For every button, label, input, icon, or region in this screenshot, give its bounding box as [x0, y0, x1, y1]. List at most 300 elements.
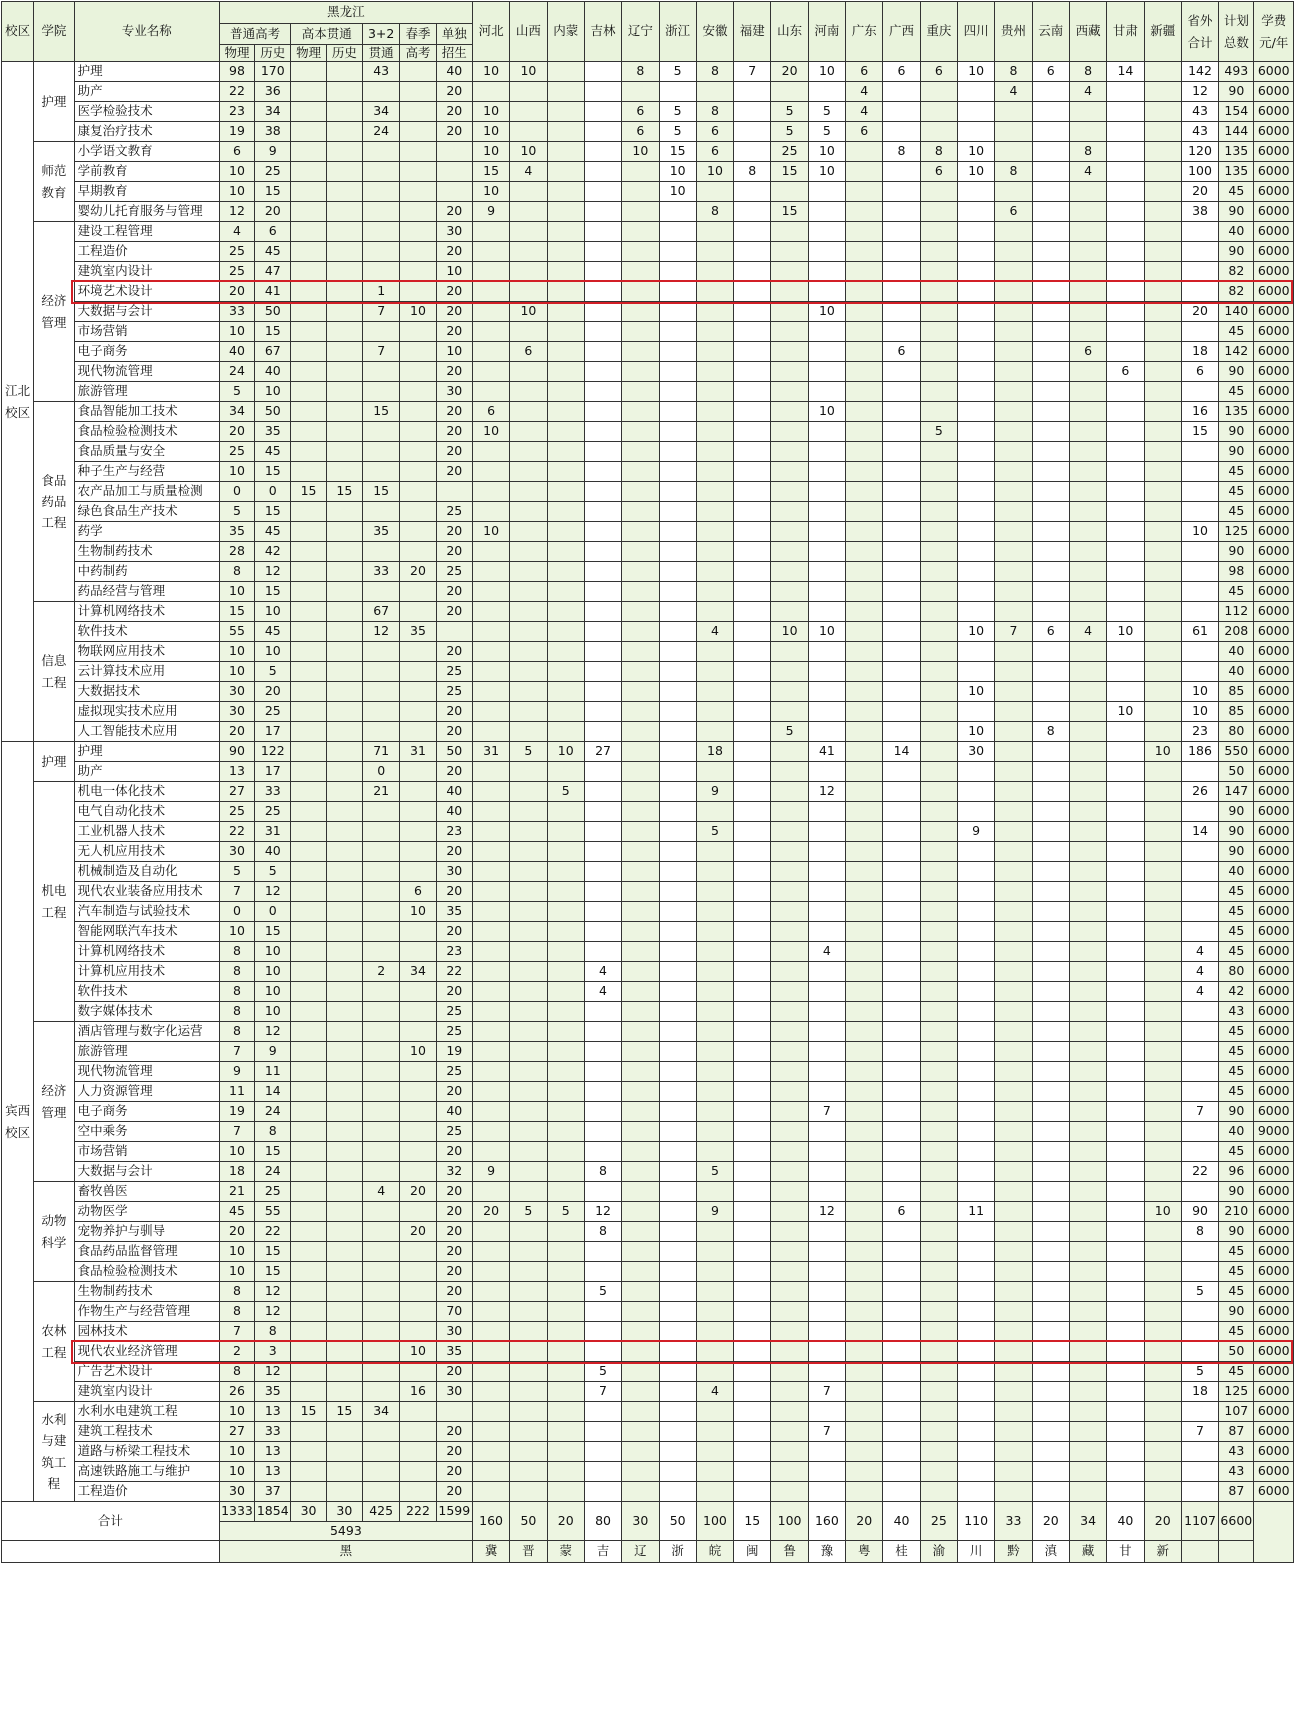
value-cell [510, 1122, 547, 1142]
college-cell: 经济管理 [34, 1022, 74, 1182]
value-cell [920, 1382, 957, 1402]
value-cell: 50 [255, 402, 291, 422]
value-cell [547, 502, 584, 522]
value-cell [1144, 1462, 1181, 1482]
value-cell [883, 1022, 920, 1042]
value-cell [659, 1362, 696, 1382]
value-cell: 50 [1219, 762, 1254, 782]
value-cell: 35 [436, 1342, 472, 1362]
value-cell [326, 1222, 362, 1242]
value-cell: 8 [734, 162, 771, 182]
value-cell [400, 502, 436, 522]
value-cell [883, 1002, 920, 1022]
value-cell: 14 [883, 742, 920, 762]
value-cell [1181, 1082, 1218, 1102]
value-cell: 19 [219, 122, 254, 142]
value-cell [547, 1182, 584, 1202]
value-cell [547, 1402, 584, 1422]
major-name: 市场营销 [74, 322, 219, 342]
value-cell: 7 [808, 1422, 845, 1442]
value-cell: 19 [436, 1042, 472, 1062]
major-name: 旅游管理 [74, 382, 219, 402]
footer-province-abbr: 新 [1144, 1541, 1181, 1563]
value-cell [400, 1262, 436, 1282]
value-cell: 170 [255, 62, 291, 82]
value-cell: 6000 [1254, 622, 1294, 642]
value-cell [883, 962, 920, 982]
value-cell: 6000 [1254, 582, 1294, 602]
value-cell [883, 502, 920, 522]
value-cell [771, 702, 808, 722]
value-cell: 38 [255, 122, 291, 142]
value-cell [920, 342, 957, 362]
value-cell [734, 1162, 771, 1182]
value-cell: 6000 [1254, 522, 1294, 542]
header-province: 浙江 [659, 2, 696, 62]
value-cell: 4 [510, 162, 547, 182]
value-cell [883, 1222, 920, 1242]
value-cell: 12 [255, 1302, 291, 1322]
value-cell [1107, 1302, 1144, 1322]
value-cell [584, 1002, 621, 1022]
value-cell [920, 982, 957, 1002]
value-cell: 4 [219, 222, 254, 242]
value-cell: 15 [472, 162, 509, 182]
value-cell: 6000 [1254, 902, 1294, 922]
table-row [2, 582, 1294, 602]
value-cell [584, 1462, 621, 1482]
value-cell [472, 1422, 509, 1442]
value-cell [883, 482, 920, 502]
value-cell [1181, 1262, 1218, 1282]
value-cell [436, 482, 472, 502]
value-cell [808, 502, 845, 522]
value-cell [326, 402, 362, 422]
value-cell [1181, 862, 1218, 882]
value-cell: 26 [1181, 782, 1218, 802]
value-cell [883, 302, 920, 322]
value-cell [584, 882, 621, 902]
value-cell [734, 442, 771, 462]
value-cell [771, 842, 808, 862]
major-name: 食品智能加工技术 [74, 402, 219, 422]
enrollment-plan-table [1, 1, 1294, 1563]
value-cell [1107, 1362, 1144, 1382]
major-name: 建筑工程技术 [74, 1422, 219, 1442]
value-cell [1181, 482, 1218, 502]
value-cell [1032, 902, 1069, 922]
value-cell [363, 1482, 400, 1502]
value-cell [584, 1402, 621, 1422]
value-cell [622, 1002, 659, 1022]
college-cell: 经济管理 [34, 222, 74, 402]
value-cell [771, 1162, 808, 1182]
value-cell [1032, 802, 1069, 822]
value-cell: 140 [1219, 302, 1254, 322]
value-cell [472, 702, 509, 722]
value-cell [920, 1322, 957, 1342]
value-cell [734, 1462, 771, 1482]
value-cell [1107, 862, 1144, 882]
value-cell: 25 [255, 162, 291, 182]
value-cell [547, 842, 584, 862]
value-cell [659, 642, 696, 662]
value-cell [696, 662, 733, 682]
value-cell: 10 [472, 142, 509, 162]
table-row [2, 662, 1294, 682]
value-cell: 0 [255, 482, 291, 502]
value-cell [883, 422, 920, 442]
value-cell [1032, 1362, 1069, 1382]
footer-hlj-sum: 1333 [219, 1502, 254, 1522]
value-cell: 6000 [1254, 502, 1294, 522]
value-cell [659, 882, 696, 902]
value-cell [1144, 702, 1181, 722]
value-cell [363, 582, 400, 602]
value-cell [547, 582, 584, 602]
header-province: 辽宁 [622, 2, 659, 62]
value-cell [995, 302, 1032, 322]
value-cell [1032, 1062, 1069, 1082]
value-cell: 6 [622, 102, 659, 122]
value-cell: 45 [1219, 922, 1254, 942]
value-cell [1144, 1062, 1181, 1082]
value-cell [995, 1222, 1032, 1242]
value-cell: 11 [958, 1202, 995, 1222]
value-cell [1144, 1022, 1181, 1042]
value-cell [1181, 1002, 1218, 1022]
footer-province-total: 15 [734, 1502, 771, 1541]
value-cell: 6 [920, 162, 957, 182]
value-cell [1032, 642, 1069, 662]
college-cell: 食品药品工程 [34, 402, 74, 602]
value-cell [995, 1002, 1032, 1022]
value-cell: 27 [219, 782, 254, 802]
value-cell [326, 1362, 362, 1382]
value-cell: 6000 [1254, 1242, 1294, 1262]
value-cell [734, 1402, 771, 1422]
value-cell: 4 [584, 982, 621, 1002]
value-cell [846, 1362, 883, 1382]
major-name: 道路与桥梁工程技术 [74, 1442, 219, 1462]
college-cell: 护理 [34, 742, 74, 782]
major-name: 早期教育 [74, 182, 219, 202]
value-cell: 6000 [1254, 82, 1294, 102]
value-cell [1181, 1062, 1218, 1082]
value-cell [846, 1122, 883, 1142]
value-cell [291, 542, 326, 562]
value-cell: 10 [219, 1402, 254, 1422]
value-cell [622, 1182, 659, 1202]
table-row [2, 402, 1294, 422]
value-cell: 10 [1181, 702, 1218, 722]
major-name: 电气自动化技术 [74, 802, 219, 822]
value-cell [734, 882, 771, 902]
value-cell [696, 1102, 733, 1122]
value-cell [1144, 322, 1181, 342]
value-cell: 35 [255, 422, 291, 442]
value-cell [1107, 202, 1144, 222]
value-cell [1032, 342, 1069, 362]
value-cell [696, 1302, 733, 1322]
value-cell: 6000 [1254, 1202, 1294, 1222]
value-cell: 4 [808, 942, 845, 962]
value-cell [734, 782, 771, 802]
value-cell [291, 1202, 326, 1222]
value-cell [1069, 822, 1106, 842]
value-cell [291, 202, 326, 222]
value-cell [734, 142, 771, 162]
value-cell [622, 502, 659, 522]
value-cell [584, 502, 621, 522]
value-cell [846, 1442, 883, 1462]
value-cell [584, 1062, 621, 1082]
value-cell: 9000 [1254, 1122, 1294, 1142]
value-cell: 40 [1219, 642, 1254, 662]
value-cell [883, 1442, 920, 1462]
value-cell [1144, 922, 1181, 942]
value-cell [958, 782, 995, 802]
value-cell [1107, 802, 1144, 822]
value-cell [510, 862, 547, 882]
value-cell [400, 422, 436, 442]
value-cell [846, 422, 883, 442]
value-cell: 42 [1219, 982, 1254, 1002]
value-cell [920, 242, 957, 262]
value-cell: 5 [771, 722, 808, 742]
value-cell [326, 162, 362, 182]
value-cell [326, 622, 362, 642]
value-cell: 10 [958, 62, 995, 82]
value-cell [659, 982, 696, 1002]
value-cell [510, 1262, 547, 1282]
value-cell [920, 502, 957, 522]
value-cell: 6000 [1254, 542, 1294, 562]
value-cell [808, 722, 845, 742]
value-cell: 5 [659, 122, 696, 142]
value-cell [958, 122, 995, 142]
header-gaokao: 高考 [400, 45, 436, 62]
value-cell [883, 1102, 920, 1122]
value-cell [1181, 242, 1218, 262]
value-cell [363, 1442, 400, 1462]
value-cell [846, 1462, 883, 1482]
value-cell [510, 922, 547, 942]
major-name: 作物生产与经营管理 [74, 1302, 219, 1322]
value-cell: 35 [436, 902, 472, 922]
value-cell: 6000 [1254, 1422, 1294, 1442]
value-cell [696, 722, 733, 742]
value-cell [1069, 1222, 1106, 1242]
value-cell: 8 [995, 162, 1032, 182]
value-cell: 20 [436, 642, 472, 662]
value-cell [510, 102, 547, 122]
value-cell [808, 1342, 845, 1362]
value-cell: 10 [472, 422, 509, 442]
footer-province-abbr: 皖 [696, 1541, 733, 1563]
value-cell [1032, 822, 1069, 842]
value-cell [958, 962, 995, 982]
value-cell: 10 [219, 1242, 254, 1262]
value-cell [659, 402, 696, 422]
value-cell [472, 562, 509, 582]
value-cell [1032, 262, 1069, 282]
value-cell [846, 342, 883, 362]
value-cell [846, 142, 883, 162]
value-cell [771, 1022, 808, 1042]
value-cell [1144, 262, 1181, 282]
value-cell: 8 [219, 982, 254, 1002]
value-cell: 20 [436, 602, 472, 622]
value-cell [1144, 482, 1181, 502]
table-row [2, 822, 1294, 842]
value-cell [995, 1202, 1032, 1222]
header-province: 河南 [808, 2, 845, 62]
value-cell [734, 1382, 771, 1402]
major-name: 虚拟现实技术应用 [74, 702, 219, 722]
value-cell [510, 1022, 547, 1042]
value-cell [510, 782, 547, 802]
value-cell [363, 1202, 400, 1222]
value-cell: 10 [255, 962, 291, 982]
value-cell [659, 322, 696, 342]
value-cell [622, 1482, 659, 1502]
value-cell: 23 [436, 942, 472, 962]
value-cell [995, 722, 1032, 742]
value-cell [1069, 902, 1106, 922]
value-cell [622, 782, 659, 802]
value-cell: 8 [219, 942, 254, 962]
value-cell [400, 522, 436, 542]
value-cell [472, 882, 509, 902]
value-cell: 45 [1219, 1082, 1254, 1102]
value-cell [659, 302, 696, 322]
value-cell: 6 [1032, 622, 1069, 642]
value-cell [883, 442, 920, 462]
value-cell [696, 1122, 733, 1142]
value-cell [547, 1082, 584, 1102]
value-cell: 8 [995, 62, 1032, 82]
value-cell [622, 902, 659, 922]
value-cell: 20 [219, 422, 254, 442]
header-line: 元/年 [1259, 34, 1289, 50]
value-cell [1144, 862, 1181, 882]
value-cell: 10 [510, 302, 547, 322]
value-cell: 107 [1219, 1402, 1254, 1422]
value-cell [510, 1082, 547, 1102]
value-cell [958, 242, 995, 262]
value-cell [1069, 1182, 1106, 1202]
value-cell [771, 1182, 808, 1202]
value-cell [1181, 282, 1218, 302]
value-cell [920, 402, 957, 422]
table-row [2, 982, 1294, 1002]
major-name: 工程造价 [74, 242, 219, 262]
value-cell [696, 1182, 733, 1202]
major-name: 人工智能技术应用 [74, 722, 219, 742]
value-cell [883, 1402, 920, 1422]
value-cell [659, 1142, 696, 1162]
value-cell: 30 [219, 842, 254, 862]
value-cell [920, 1082, 957, 1102]
value-cell: 8 [1032, 722, 1069, 742]
header-heilongjiang: 黑龙江 [219, 2, 472, 24]
value-cell [400, 1422, 436, 1442]
value-cell: 25 [255, 802, 291, 822]
value-cell [808, 1062, 845, 1082]
footer-fee [1254, 1502, 1294, 1563]
value-cell: 45 [1219, 182, 1254, 202]
value-cell: 42 [255, 542, 291, 562]
value-cell [920, 1162, 957, 1182]
value-cell: 45 [1219, 482, 1254, 502]
table-row [2, 342, 1294, 362]
value-cell: 70 [436, 1302, 472, 1322]
value-cell: 10 [510, 142, 547, 162]
value-cell [1069, 402, 1106, 422]
value-cell: 6 [219, 142, 254, 162]
value-cell [808, 382, 845, 402]
value-cell: 6000 [1254, 1042, 1294, 1062]
value-cell [696, 482, 733, 502]
value-cell [920, 1202, 957, 1222]
value-cell [1032, 762, 1069, 782]
value-cell: 147 [1219, 782, 1254, 802]
value-cell [771, 1222, 808, 1242]
value-cell [1107, 442, 1144, 462]
value-cell [696, 402, 733, 422]
value-cell [883, 1362, 920, 1382]
value-cell: 50 [436, 742, 472, 762]
value-cell [734, 922, 771, 942]
value-cell [363, 462, 400, 482]
value-cell [622, 562, 659, 582]
value-cell [1107, 1222, 1144, 1242]
value-cell [326, 1122, 362, 1142]
value-cell: 45 [1219, 882, 1254, 902]
value-cell: 33 [219, 302, 254, 322]
footer-hlj-abbr: 黑 [219, 1541, 472, 1563]
value-cell [1144, 682, 1181, 702]
value-cell [363, 1282, 400, 1302]
value-cell [808, 1022, 845, 1042]
value-cell [734, 1202, 771, 1222]
value-cell [958, 1322, 995, 1342]
value-cell: 6000 [1254, 982, 1294, 1002]
value-cell [1069, 1302, 1106, 1322]
value-cell [1069, 862, 1106, 882]
value-cell: 10 [547, 742, 584, 762]
value-cell [771, 942, 808, 962]
value-cell [1107, 962, 1144, 982]
table-row [2, 182, 1294, 202]
table-row [2, 642, 1294, 662]
value-cell [958, 82, 995, 102]
value-cell: 85 [1219, 702, 1254, 722]
value-cell [326, 562, 362, 582]
value-cell [1181, 322, 1218, 342]
value-cell [400, 1122, 436, 1142]
value-cell [547, 482, 584, 502]
value-cell [696, 562, 733, 582]
value-cell: 10 [659, 182, 696, 202]
value-cell: 40 [219, 342, 254, 362]
value-cell [920, 1022, 957, 1042]
value-cell [1107, 1442, 1144, 1462]
value-cell [622, 82, 659, 102]
value-cell [291, 1142, 326, 1162]
value-cell: 24 [255, 1162, 291, 1182]
